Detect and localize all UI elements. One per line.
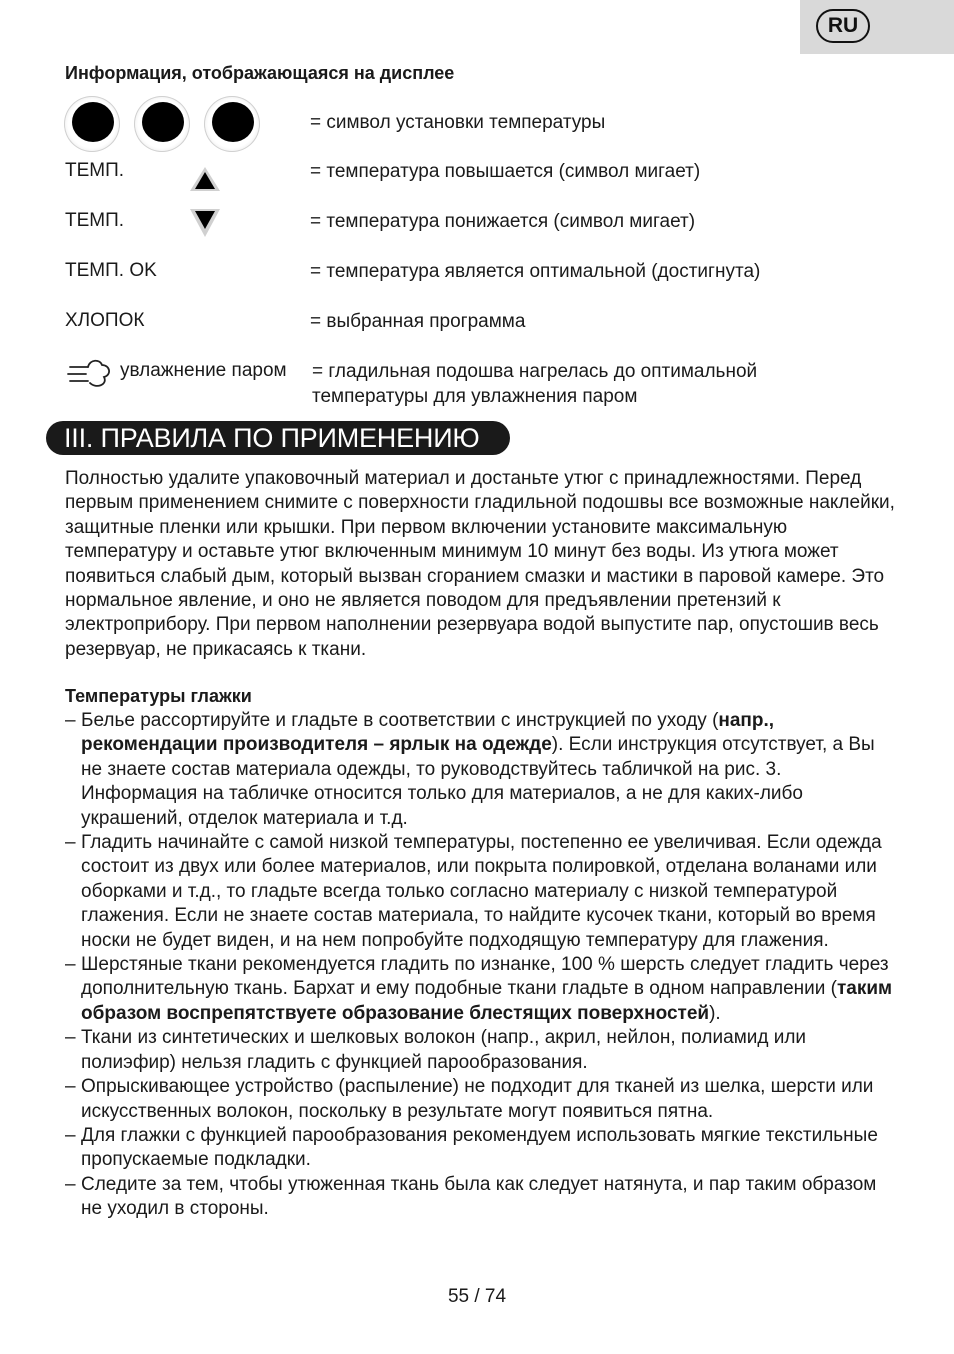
list-dash: –	[65, 832, 76, 854]
display-row-value: = выбранная программа	[310, 311, 526, 332]
display-row-value	[312, 359, 757, 409]
temp-dot-icon	[204, 96, 260, 152]
display-row-value: = температура является оптимальной (достигнута)	[310, 261, 761, 282]
display-row-label: ТЕМП. OK	[65, 260, 157, 281]
display-info-title: Информация, отображающаяся на дисплее	[65, 63, 455, 83]
display-row-label: ТЕМП.	[65, 210, 125, 231]
list-item: – Опрыскивающее устройство (распыление) не подходит для тканей из шелка, шерсти или искусственных волокон, поскольку в результате могут появиться пятна.	[65, 1076, 874, 1122]
language-badge: RU	[816, 9, 870, 43]
display-row-value: = температура повышается (символ мигает)	[310, 161, 701, 182]
display-row-value-line: = гладильная подошва нагрелась до оптимальной	[312, 361, 758, 382]
list-item: – Следите за тем, чтобы утюженная ткань была как следует натянута, и пар таким образом не уходил в стороны.	[65, 1173, 877, 1220]
list-item: – Для глажки с функцией парообразования рекомендуем использовать мягкие текстильные пропускаемые подкладки.	[65, 1124, 878, 1171]
list-dash: –	[65, 954, 76, 976]
arrow-up-icon	[186, 163, 224, 199]
list-dash: –	[65, 1027, 76, 1049]
list-item: – Ткани из синтетических и шелковых волокон (напр., акрил, нейлон, полиамид или полиэфир) нельзя гладить с функцией парообразования.	[65, 1027, 807, 1073]
ironing-temperatures-subheading: Температуры глажки	[65, 686, 252, 706]
display-row-value-line: температуры для увлажнения паром	[312, 386, 638, 407]
display-row-label: ХЛОПОК	[65, 310, 145, 331]
list-dash: –	[65, 1173, 76, 1195]
display-row-value: = температура понижается (символ мигает)	[310, 211, 696, 232]
list-item: – Шерстяные ткани рекомендуется гладить по изнанке, 100 % шерсть следует гладить через дополнительную ткань. Бархат и ему подобные ткани гладьте в одном направлении (таким образом воспрепятствуете образование блестящих поверхностей).	[65, 954, 893, 1024]
display-row-value: = символ установки температуры	[310, 112, 606, 133]
instructions-list	[65, 709, 895, 1222]
list-item: – Гладить начинайте с самой низкой температуры, постепенно ее увеличивая. Если одежда состоит из двух или более материалов, или покрыта полировкой, отделана воланами или оборками и т.д., то гладьте всегда только согласно материалу с низкой температурой глажения. Если не знаете состав материала, то найдите кусочек ткани, который во время носки не будет виден, и на нем попробуйте подходящую температуру для глажения.	[65, 832, 882, 951]
list-dash: –	[65, 710, 76, 731]
display-row-label: увлажнение паром	[120, 360, 287, 381]
arrow-down-icon	[186, 205, 224, 243]
list-dash: –	[65, 1076, 76, 1098]
list-dash: –	[65, 1124, 76, 1146]
steam-icon	[66, 357, 112, 389]
temp-dot-icon	[134, 96, 190, 152]
page-number: 55 / 74	[447, 1286, 507, 1307]
display-row-label: ТЕМП.	[65, 160, 125, 181]
list-item: – Белье рассортируйте и гладьте в соответствии с инструкцией по уходу (напр., рекомендации производителя – ярлык на одежде). Если инструкция отсутствует, а Вы не знаете состав материала одежды, то руководствуйтесь табличкой на рис. 3. Информация на табличке относится только для материалов, а не для каких-либо украшений, отделок материала и т.д.	[65, 710, 875, 829]
temp-dot-icon	[64, 96, 120, 152]
section-heading: III. ПРАВИЛА ПО ПРИМЕНЕНИЮ	[46, 421, 510, 455]
intro-paragraph: Полностью удалите упаковочный материал и достаньте утюг с принадлежностями. Перед первым применением снимите с поверхности гладильной подошвы все возможные наклейки, защитные пленки или крышки. При первом включении установите максимальную температуру и оставьте утюг включенным минимум 10 минут без воды. Из утюга может появиться слабый дым, который вызван сгоранием смазки и мастики в паровой камере. Это нормальное явление, и оно не является поводом для предъявлении претензий к электроприбору. При первом наполнении резервуара водой выпустите пар, опустошив весь резервуар, не прикасаясь к ткани.	[65, 468, 895, 660]
